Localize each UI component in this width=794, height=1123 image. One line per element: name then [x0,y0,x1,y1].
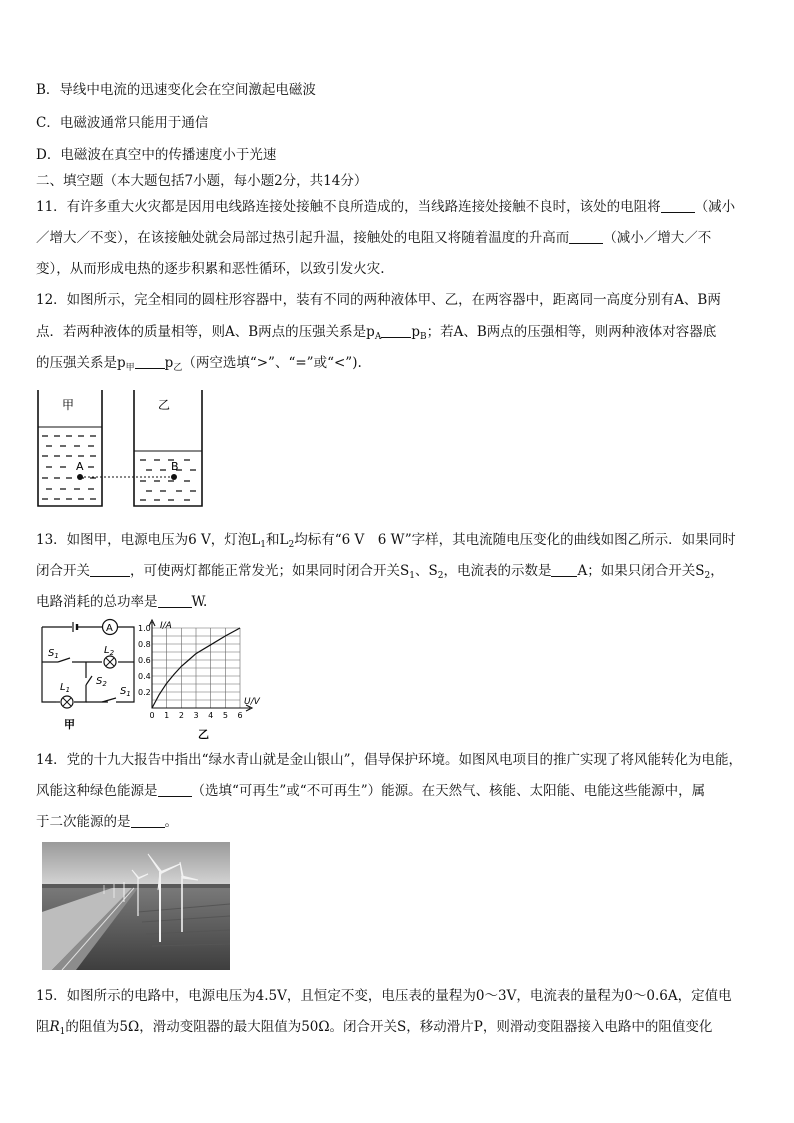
y-tick-label: 0.2 [138,688,151,697]
q14-line2: 风能这种绿色能源是 （选填“可再生”或“不可再生”）能源。在天然气、核能、太阳能、电能这些能源中，属 [36,783,706,799]
q14-blank-2[interactable] [131,813,165,828]
q11-line2: ／增大／不变），在该接触处就会局部过热引起升温，接触处的电阻又将随着温度的升高而 （减小／增大／不 [36,230,712,246]
x-tick-label: 2 [178,711,184,720]
svg-text:L2: $L_2$ [104,645,115,657]
q15-line2: 阻$R_1$的阻值为5Ω，滑动变阻器的最大阻值为50Ω。闭合开关S，移动滑片P，则滑动变阻器接入电路中的阻值变化 [36,1019,713,1037]
y-tick-label: 1.0 [138,624,151,633]
y-tick-label: 0.4 [138,672,151,681]
q13-line2: 闭合开关 ，可使两灯都能正常发光；如果同时闭合开关$S_1$、$S_2$，电流表的示数是 A；如果只闭合开关$S_2$， [36,563,724,581]
y-tick-label: 0.6 [138,656,151,665]
figure-13-iv-graph [138,618,268,740]
q15-line1: 15．如图所示的电路中，电源电压为4.5V，且恒定不变，电压表的量程为0～3V，电流表的量程为0～0.6A，定值电 [36,988,732,1004]
q11-blank-2[interactable] [569,229,603,244]
figure-12-containers [34,388,214,512]
x-tick-label: 6 [237,711,243,720]
x-tick-label: 5 [222,711,228,720]
q13-blank-1[interactable] [90,562,130,577]
option-b: B．导线中电流的迅速变化会在空间激起电磁波 [36,82,316,98]
point-b-label: B [171,460,179,473]
svg-text:A: A [106,623,113,634]
container-yi-label: 乙 [158,398,171,412]
x-tick-label: 4 [208,711,214,720]
x-tick-label: 1 [164,711,170,720]
point-b-dot [171,474,177,480]
q13-blank-3[interactable] [158,593,192,608]
circuit-caption: 甲 [64,718,75,731]
container-jia-label: 甲 [62,398,75,412]
y-tick-label: 0.8 [138,640,151,649]
y-axis-label: I/A [160,621,172,631]
q12-line1: 12．如图所示，完全相同的圆柱形容器中，装有不同的两种液体甲、乙，在两容器中，距离同一高度分别有A、B两 [36,292,721,308]
q12-blank-1[interactable] [381,323,411,338]
svg-text:L1: $L_1$ [60,682,71,694]
q13-line1: 13．如图甲，电源电压为6 V，灯泡$L_1$和$L_2$均标有“6 V 6 W”字样，其电流随电压变化的曲线如图乙所示．如果同时 [36,532,736,550]
x-tick-label: 0 [149,711,155,720]
q14-blank-1[interactable] [158,782,192,797]
point-a-label: A [76,460,84,473]
point-a-dot [77,474,83,480]
q12-line3: 的压强关系是$p_甲$ $p_乙$（两空选填“>”、“=”或“<”). [36,355,362,373]
q11-blank-1[interactable] [661,198,695,213]
figure-13-circuit [36,618,136,738]
axis-arrows [149,620,252,711]
svg-text:S1: $S_1$ [48,648,59,660]
option-d: D．电磁波在真空中的传播速度小于光速 [36,147,277,163]
q14-line1: 14．党的十九大报告中指出“绿水青山就是金山银山”，倡导保护环境。如图风电项目的推广实现了将风能转化为电能， [36,752,742,768]
q12-blank-2[interactable] [135,354,165,369]
q13-blank-2[interactable] [551,562,577,577]
wind-farm-photo [42,842,230,970]
option-c: C．电磁波通常只能用于通信 [36,115,209,131]
q13-line3: 电路消耗的总功率是 W. [36,594,208,610]
x-axis-label: U/V [244,697,260,707]
q11-line1: 11．有许多重大火灾都是因用电线路连接处接触不良所造成的，当线路连接处接触不良时，该处的电阻将 （减小 [36,199,736,215]
section-title: 二、填空题（本大题包括7小题，每小题2分，共14分） [36,173,368,189]
svg-text:S2: $S_2$ [96,676,107,688]
q14-line3: 于二次能源的是 。 [36,814,178,830]
q12-line2: 点．若两种液体的质量相等，则A、B两点的压强关系是$p_A$ $p_B$；若A、B两点的压强相等，则两种液体对容器底 [36,324,717,342]
x-tick-label: 3 [193,711,199,720]
svg-text:S1: $S_1$ [120,686,131,698]
graph-caption: 乙 [198,728,209,740]
q11-line3: 变），从而形成电热的逐步积累和恶性循环，以致引发火灾. [36,261,385,277]
